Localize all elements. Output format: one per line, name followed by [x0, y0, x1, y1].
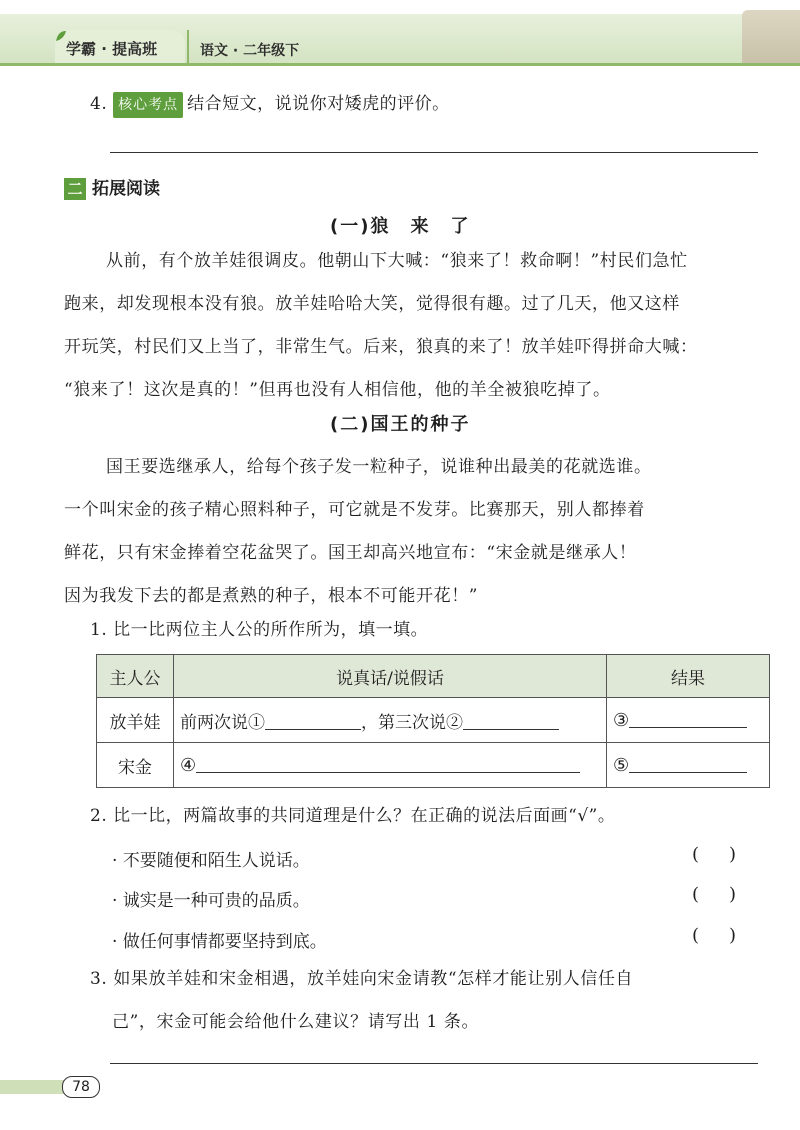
question-number: 4. — [90, 94, 108, 114]
answer-line[interactable] — [110, 1063, 758, 1064]
table-row — [97, 698, 770, 743]
question-2: 2. 比一比，两篇故事的共同道理是什么？在正确的说法后面画“√”。 — [90, 806, 616, 826]
header-separator — [187, 30, 189, 64]
question-1: 1. 比一比两位主人公的所作所为，填一填。 — [90, 620, 429, 640]
question-3-line: 己”，宋金可能会给他什么建议？请写出 1 条。 — [112, 1012, 480, 1032]
blank-label: ，第三次说② — [361, 712, 463, 733]
protagonist-cell: 放羊娃 — [97, 698, 174, 743]
blank-label: ⑤ — [613, 755, 630, 776]
section-title: 拓展阅读 — [92, 179, 160, 199]
comparison-table — [96, 654, 770, 788]
result-cell — [607, 743, 770, 788]
section-heading — [64, 174, 160, 200]
header-rule — [0, 63, 800, 66]
header-corner — [742, 10, 800, 66]
story-1-line: “狼来了！这次是真的！”但再也没有人相信他，他的羊全被狼吃掉了。 — [64, 380, 611, 400]
key-point-tag: 核心考点 — [113, 92, 183, 118]
story-1-line: 开玩笑，村民们又上当了，非常生气。后来，狼真的来了！放羊娃吓得拼命大喊： — [64, 337, 698, 357]
blank-2[interactable] — [463, 711, 559, 730]
blank-3[interactable] — [629, 709, 747, 728]
protagonist-cell: 宋金 — [97, 743, 174, 788]
blank-1[interactable] — [265, 711, 361, 730]
blank-label: ④ — [180, 755, 197, 776]
header-cell: 主人公 — [97, 655, 174, 698]
answer-parentheses[interactable]: () — [692, 925, 767, 946]
series-title: 学霸 · 提高班 — [66, 40, 158, 58]
table-row — [97, 743, 770, 788]
option-3: · 做任何事情都要坚持到底。 — [112, 932, 327, 952]
story-2-line: 因为我发下去的都是煮熟的种子，根本不可能开花！” — [64, 586, 479, 606]
answer-parentheses[interactable]: () — [692, 884, 767, 905]
answer-line[interactable] — [110, 152, 758, 153]
blank-label: ③ — [613, 710, 630, 731]
header-cell: 说真话/说假话 — [174, 655, 607, 698]
answer-parentheses[interactable]: () — [692, 844, 767, 865]
story-2-title: (二)国王的种子 — [330, 414, 471, 435]
page-number: 78 — [62, 1076, 100, 1098]
book-title: 语文 · 二年级下 — [200, 43, 300, 59]
story-2-line: 国王要选继承人，给每个孩子发一粒种子，说谁种出最美的花就选谁。 — [106, 457, 652, 477]
story-1-line: 跑来，却发现根本没有狼。放羊娃哈哈大笑，觉得很有趣。过了几天，他又这样 — [64, 294, 680, 314]
story-2-line: 鲜花，只有宋金捧着空花盆哭了。国王却高兴地宣布：“宋金就是继承人！ — [64, 543, 637, 563]
blank-4[interactable] — [196, 754, 580, 773]
blank-label: 前两次说① — [180, 712, 265, 733]
blank-5[interactable] — [629, 754, 747, 773]
section-number-box: 二 — [64, 178, 86, 200]
footer-band — [0, 1080, 70, 1094]
question-3-line: 3. 如果放羊娃和宋金相遇，放羊娃向宋金请教“怎样才能让别人信任自 — [90, 969, 634, 989]
table-header-row — [97, 655, 770, 698]
question-4 — [90, 92, 450, 118]
page-footer — [0, 1076, 100, 1096]
option-1: · 不要随便和陌生人说话。 — [112, 851, 310, 871]
story-2-line: 一个叫宋金的孩子精心照料种子，可它就是不发芽。比赛那天，别人都捧着 — [64, 500, 645, 520]
statement-cell — [174, 698, 607, 743]
story-1-title: (一)狼 来 了 — [330, 216, 471, 237]
page-header — [0, 0, 800, 80]
option-2: · 诚实是一种可贵的品质。 — [112, 891, 310, 911]
question-text: 结合短文，说说你对矮虎的评价。 — [187, 94, 450, 114]
header-cell: 结果 — [607, 655, 770, 698]
result-cell — [607, 698, 770, 743]
statement-cell — [174, 743, 607, 788]
story-1-line: 从前，有个放羊娃很调皮。他朝山下大喊：“狼来了！救命啊！”村民们急忙 — [106, 251, 688, 271]
